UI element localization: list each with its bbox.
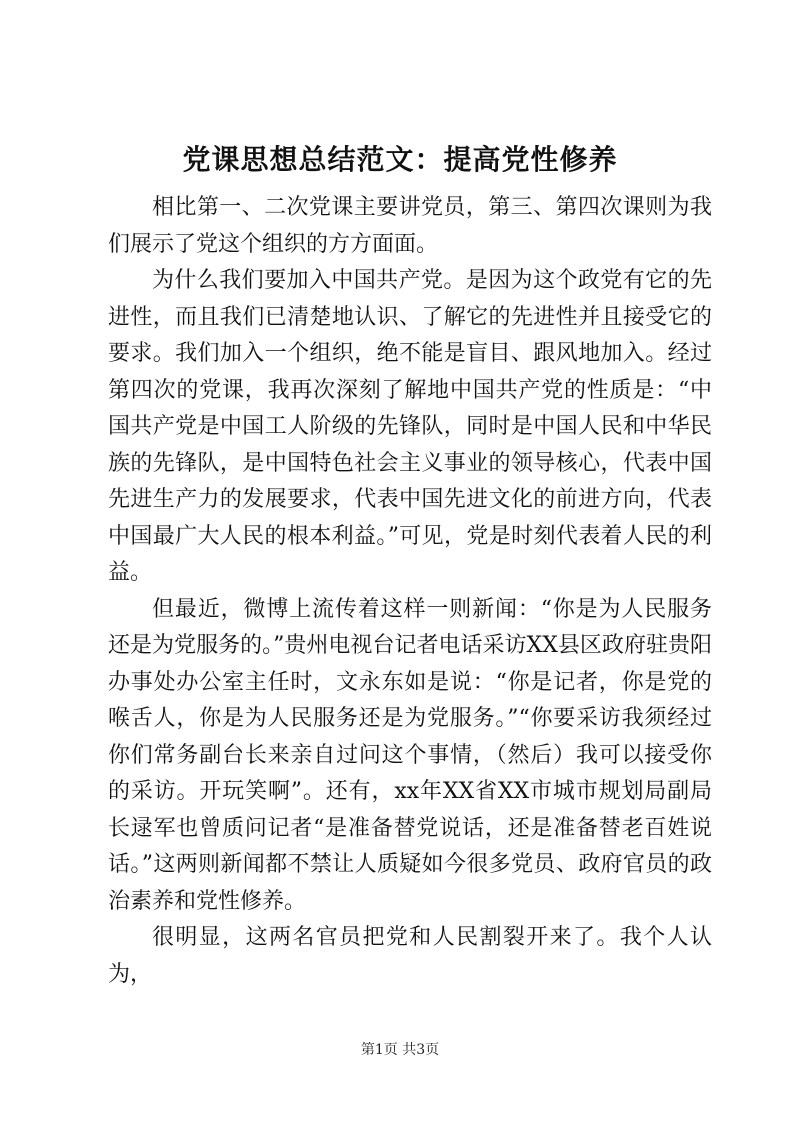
- document-title: 党课思想总结范文：提高党性修养: [182, 143, 618, 176]
- paragraph-1: 相比第一、二次党课主要讲党员，第三、第四次课则为我们展示了党这个组织的方方面面。: [108, 195, 712, 257]
- paragraph-2: 为什么我们要加入中国共产党。是因为这个政党有它的先进性，而且我们已清楚地认识、了解它的先进性并且接受它的要求。我们加入一个组织，绝不能是盲目、跟风地加入。经过第四次的党课，我再次深刻了解地中国共产党的性质是：“中国共产党是中国工人阶级的先锋队，同时是中国人民和中华民族的先锋队，是中国特色社会主义事业的领导核心，代表中国先进生产力的发展要求，代表中国先进文化的前进方向，代表中国最广大人民的根本利益。”可见，党是时刻代表着人民的利益。: [108, 268, 712, 585]
- page-footer: 第1页 共3页: [360, 1042, 440, 1058]
- document-body: [108, 190, 712, 993]
- paragraph-3: 但最近，微博上流传着这样一则新闻：“你是为人民服务还是为党服务的。”贵州电视台记者电话采访XX县区政府驻贵阳办事处办公室主任时，文永东如是说：“你是记者，你是党的喉舌人，你是为人民服务还是为党服务。”“你要采访我须经过你们常务副台长来亲自过问这个事情，（然后）我可以接受你的采访。开玩笑啊”。还有，xx年XX省XX市城市规划局副局长逯军也曾质问记者“是准备替党说话，还是准备替老百姓说话。”这两则新闻都不禁让人质疑如今很多党员、政府官员的政治素养和党性修养。: [108, 596, 712, 914]
- paragraph-4: 很明显，这两名官员把党和人民割裂开来了。我个人认为，: [108, 925, 712, 987]
